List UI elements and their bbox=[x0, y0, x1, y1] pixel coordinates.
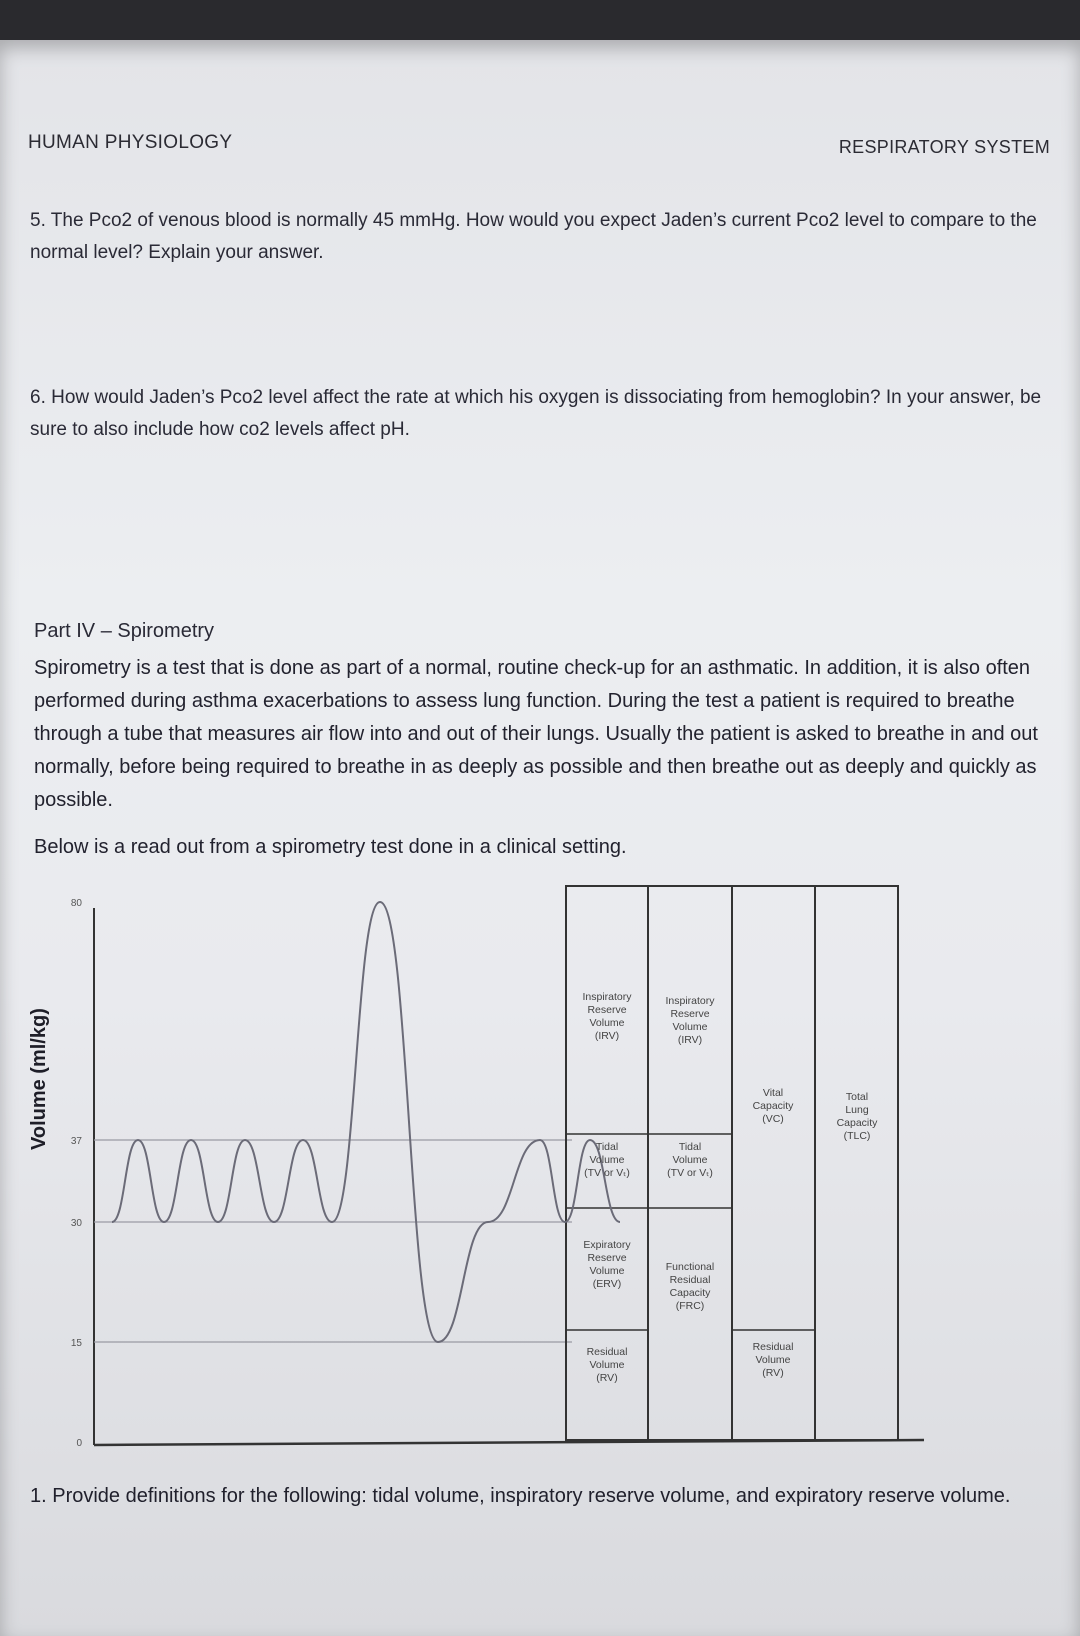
col3-rv-label-line: (RV) bbox=[762, 1367, 784, 1379]
spirometry-trace bbox=[112, 902, 620, 1342]
col1-erv-label-line: Volume bbox=[589, 1265, 625, 1277]
col3-vc-label-line: Vital bbox=[762, 1087, 784, 1099]
spirometry-chart bbox=[0, 860, 1080, 1460]
col1-rv-label-line: Residual bbox=[586, 1346, 628, 1358]
col1-rv-label bbox=[587, 1346, 628, 1384]
col3-rv-label bbox=[753, 1341, 794, 1379]
question-6: 6. How would Jaden’s Pco2 level affect the rate at which his oxygen is dissociating from hemoglobin? In your answer, be sure to also include how co2 levels affect pH. bbox=[30, 387, 1042, 440]
col2-irv-label-line: (IRV) bbox=[677, 1034, 703, 1046]
col2-frc-label-line: (FRC) bbox=[675, 1300, 705, 1312]
col2-tv-label bbox=[667, 1141, 713, 1179]
col2-irv-label-line: Reserve bbox=[670, 1008, 710, 1020]
header-topic: RESPIRATORY SYSTEM bbox=[838, 137, 1050, 157]
col1-tv-label-line: (TV or Vₜ) bbox=[584, 1167, 630, 1179]
col1-tv-label-line: Tidal bbox=[595, 1141, 619, 1153]
y-tick-label: 0 bbox=[76, 1438, 82, 1449]
col2-irv-label-line: Volume bbox=[672, 1021, 708, 1033]
col2-irv-label bbox=[665, 995, 715, 1046]
col4-tlc-label-line: (TLC) bbox=[843, 1130, 871, 1142]
col2-frc-label bbox=[666, 1261, 714, 1312]
part-paragraph: Spirometry is a test that is done as part of a normal, routine check-up for an asthmatic. In addition, it is also often performed during asthma exacerbations to assess lung function. During the test a patient is required to breathe through a tube that measures air flow into and out of their lungs. Usually the patient is asked to breathe in and out normally, before being required to breathe in as deeply as possible and then breathe out as deeply and quickly as possible. bbox=[34, 657, 1038, 811]
col1-erv-label-line: Reserve bbox=[587, 1252, 627, 1264]
y-tick-label: 37 bbox=[70, 1136, 82, 1147]
col1-tv-label-line: Volume bbox=[589, 1154, 625, 1166]
header-course: HUMAN PHYSIOLOGY bbox=[28, 132, 233, 153]
col1-irv-label-line: Volume bbox=[589, 1017, 625, 1029]
col1-erv-label-line: (ERV) bbox=[592, 1278, 622, 1290]
col2-frc-label-line: Residual bbox=[669, 1274, 711, 1286]
col3-rv-label-line: Volume bbox=[755, 1354, 791, 1366]
col4-tlc-label-line: Lung bbox=[845, 1104, 869, 1116]
col3-rv-label-line: Residual bbox=[752, 1341, 794, 1353]
col2-frc-label-line: Capacity bbox=[669, 1287, 711, 1299]
col2-irv-label-line: Inspiratory bbox=[665, 995, 715, 1007]
col1-tv-label bbox=[584, 1141, 630, 1179]
col4-tlc-label-line: Total bbox=[845, 1091, 869, 1103]
chart-intro: Below is a read out from a spirometry test done in a clinical setting. bbox=[34, 836, 627, 858]
col2-tv-label-line: Tidal bbox=[678, 1141, 702, 1153]
col1-rv-label-line: (RV) bbox=[596, 1372, 618, 1384]
y-axis-label: Volume (ml/kg) bbox=[28, 1008, 50, 1150]
col1-irv-label-line: Reserve bbox=[587, 1004, 627, 1016]
col4-tlc-label bbox=[837, 1091, 879, 1142]
question-5: 5. The Pco2 of venous blood is normally 45 mmHg. How would you expect Jaden’s current Pco2 level to compare to the normal level? Explain your answer. bbox=[30, 210, 1037, 263]
col2-tv-label-line: Volume bbox=[672, 1154, 708, 1166]
col1-rv-label-line: Volume bbox=[589, 1359, 625, 1371]
y-tick-label: 30 bbox=[70, 1218, 82, 1229]
col1-erv-label bbox=[583, 1239, 631, 1290]
col3-vc-label-line: Capacity bbox=[752, 1100, 794, 1112]
col2-frc-label-line: Functional bbox=[665, 1261, 715, 1273]
y-tick-label: 80 bbox=[70, 898, 82, 909]
col3-vc-label-line: (VC) bbox=[762, 1113, 784, 1125]
col3-vc-label bbox=[753, 1087, 795, 1125]
col1-irv-label-line: Inspiratory bbox=[582, 991, 632, 1003]
col4-tlc-label-line: Capacity bbox=[836, 1117, 878, 1129]
col1-irv-label bbox=[582, 991, 632, 1042]
part-title: Part IV – Spirometry bbox=[34, 620, 215, 642]
y-tick-label: 15 bbox=[70, 1338, 82, 1349]
col1-erv-label-line: Expiratory bbox=[583, 1239, 631, 1251]
question-1: 1. Provide definitions for the following: tidal volume, inspiratory reserve volume, and expiratory reserve volume. bbox=[30, 1485, 1011, 1507]
col1-irv-label-line: (IRV) bbox=[594, 1030, 620, 1042]
col2-tv-label-line: (TV or Vₜ) bbox=[667, 1167, 713, 1179]
